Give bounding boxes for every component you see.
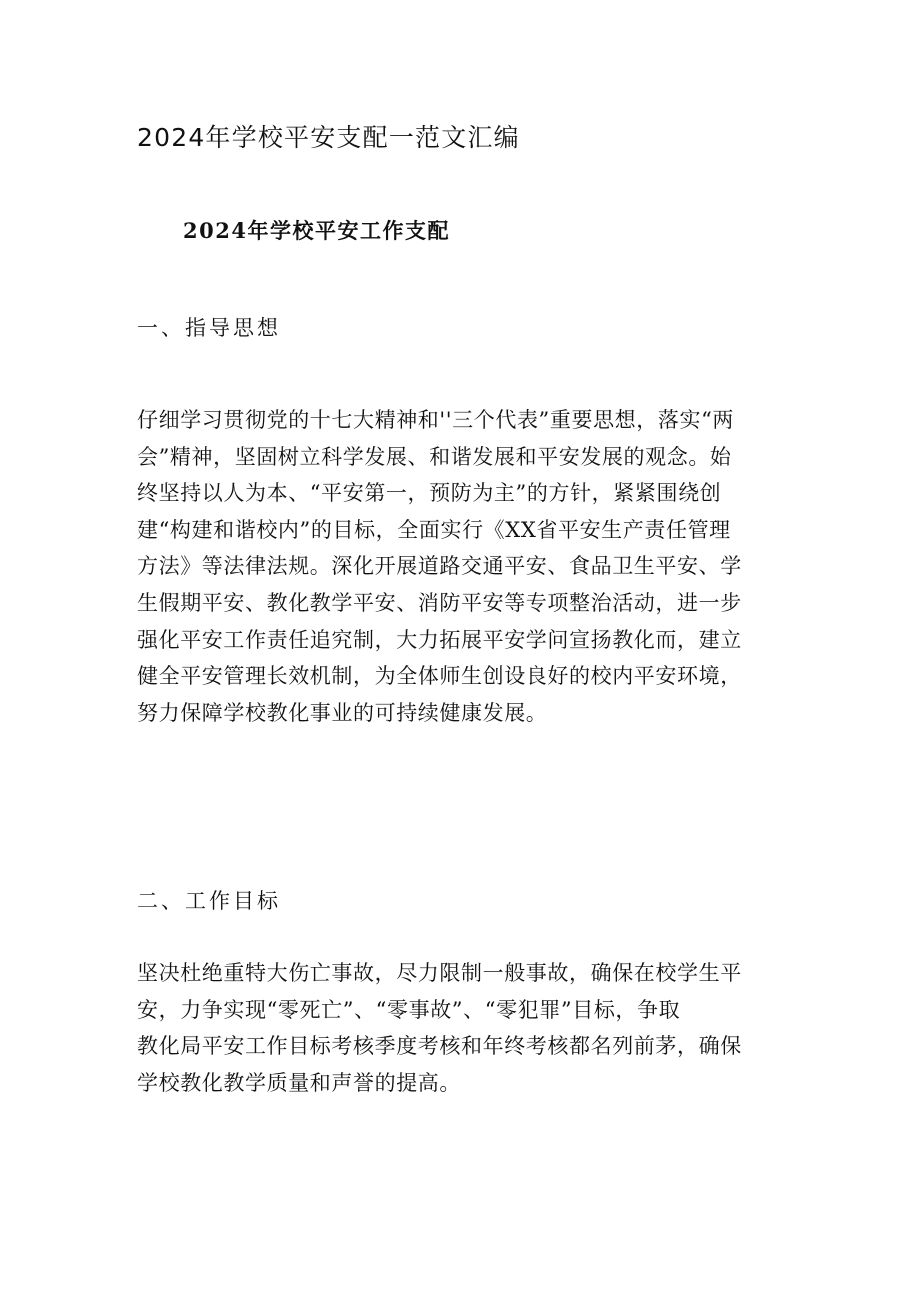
paragraph-guiding-ideology: [137, 402, 742, 731]
document-subtitle: 2024年学校平安工作支配: [183, 218, 450, 243]
paragraph-line: 会”精神，坚固树立科学发展、和谐发展和平安发展的观念。始: [137, 444, 732, 469]
document-title: 2024年学校平安支配一范文汇编: [137, 123, 520, 152]
paragraph-line: 学校教化教学质量和声誉的提高。: [137, 1070, 461, 1095]
paragraph-line: 努力保障学校教化事业的可持续健康发展。: [137, 700, 548, 725]
paragraph-line: 终坚持以人为本、“平安第一，预防为主”的方针，紧紧围绕创: [137, 481, 722, 506]
section-heading-work-goals: 二、工作目标: [137, 889, 281, 913]
paragraph-line: 安，力争实现“零死亡”、“零事故”、“零犯罪”目标，争取: [137, 997, 681, 1022]
paragraph-line: 生假期平安、教化教学平安、消防平安等专项整治活动，进一步: [137, 590, 742, 615]
section-heading-guiding-ideology: 一、指导思想: [137, 316, 281, 340]
paragraph-line: 强化平安工作责任追究制，大力拓展平安学问宣扬教化而，建立: [137, 627, 742, 652]
paragraph-work-goals: [137, 955, 742, 1101]
paragraph-line: 方法》等法律法规。深化开展道路交通平安、食品卫生平安、学: [137, 554, 742, 579]
paragraph-line: 坚决杜绝重特大伤亡事故，尽力限制一般事故，确保在校学生平: [137, 961, 742, 985]
paragraph-line: 健全平安管理长效机制，为全体师生创设良好的校内平安环境，: [137, 664, 742, 689]
paragraph-line: 建“构建和谐校内”的目标，全面实行《XX省平安生产责任管理: [137, 517, 731, 542]
paragraph-line: 教化局平安工作目标考核季度考核和年终考核都名列前茅，确保: [137, 1034, 742, 1059]
paragraph-line: 仔细学习贯彻党的十七大精神和''三个代表”重要思想，落实“两: [137, 408, 735, 432]
